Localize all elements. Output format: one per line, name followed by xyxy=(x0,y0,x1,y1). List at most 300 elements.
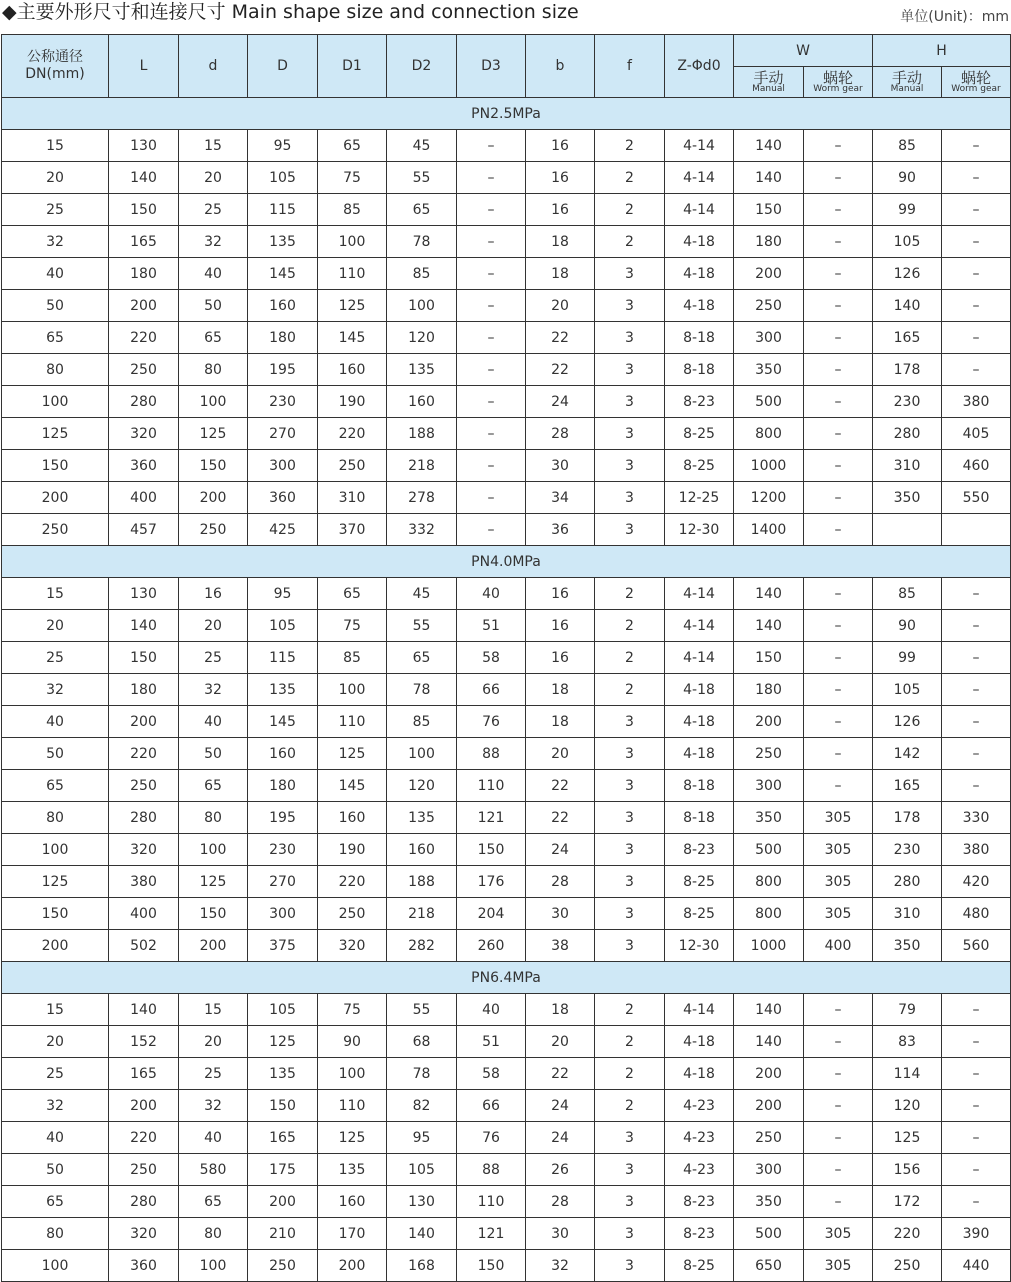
table-cell: 150 xyxy=(2,450,109,482)
table-cell xyxy=(942,514,1011,546)
table-cell: 4-14 xyxy=(665,642,734,674)
table-cell: 125 xyxy=(248,1026,318,1058)
table-cell: – xyxy=(942,578,1011,610)
table-cell: – xyxy=(804,994,873,1026)
table-cell: 405 xyxy=(942,418,1011,450)
table-cell: 4-14 xyxy=(665,162,734,194)
table-cell: 160 xyxy=(387,386,457,418)
header-w-manual xyxy=(734,67,804,98)
table-cell: 16 xyxy=(179,578,248,610)
table-cell: 375 xyxy=(248,930,318,962)
table-cell: 55 xyxy=(387,610,457,642)
table-cell: 100 xyxy=(179,834,248,866)
table-cell: 8-23 xyxy=(665,386,734,418)
table-cell: 150 xyxy=(179,898,248,930)
table-row xyxy=(2,578,1011,610)
table-cell: 3 xyxy=(595,450,665,482)
table-cell: 250 xyxy=(734,1122,804,1154)
table-cell: 800 xyxy=(734,418,804,450)
table-cell: 180 xyxy=(248,322,318,354)
table-cell: 100 xyxy=(318,674,387,706)
table-cell: – xyxy=(457,386,526,418)
table-cell: 2 xyxy=(595,1058,665,1090)
table-cell: 160 xyxy=(318,354,387,386)
table-cell: 121 xyxy=(457,1218,526,1250)
table-cell: 480 xyxy=(942,898,1011,930)
table-cell: 105 xyxy=(248,994,318,1026)
table-cell: 110 xyxy=(457,1186,526,1218)
table-cell: 250 xyxy=(248,1250,318,1282)
table-cell: 125 xyxy=(179,866,248,898)
table-cell: 400 xyxy=(109,898,179,930)
table-cell: 160 xyxy=(318,1186,387,1218)
table-cell: 178 xyxy=(873,802,942,834)
table-cell: 8-25 xyxy=(665,418,734,450)
table-header xyxy=(2,35,1011,98)
table-cell: 250 xyxy=(109,770,179,802)
table-cell: – xyxy=(942,994,1011,1026)
table-cell: – xyxy=(804,578,873,610)
table-cell: 3 xyxy=(595,802,665,834)
table-cell: 188 xyxy=(387,418,457,450)
table-cell: 66 xyxy=(457,1090,526,1122)
table-cell: – xyxy=(804,738,873,770)
table-cell: 152 xyxy=(109,1026,179,1058)
table-cell: 200 xyxy=(109,1090,179,1122)
table-cell: 55 xyxy=(387,994,457,1026)
table-cell: – xyxy=(457,450,526,482)
table-cell: 32 xyxy=(2,674,109,706)
table-cell: 230 xyxy=(873,834,942,866)
table-cell: 8-23 xyxy=(665,834,734,866)
table-cell: 25 xyxy=(2,1058,109,1090)
table-cell: – xyxy=(804,1026,873,1058)
table-cell: 3 xyxy=(595,354,665,386)
table-cell: 220 xyxy=(318,418,387,450)
table-cell: – xyxy=(804,610,873,642)
table-cell: 250 xyxy=(109,1154,179,1186)
table-cell: – xyxy=(942,258,1011,290)
header-w-worm-en: Worm gear xyxy=(813,83,863,94)
table-cell: 100 xyxy=(2,386,109,418)
table-cell: 310 xyxy=(318,482,387,514)
table-cell: 165 xyxy=(248,1122,318,1154)
table-cell: – xyxy=(457,514,526,546)
table-cell: 3 xyxy=(595,1250,665,1282)
table-row xyxy=(2,738,1011,770)
table-cell: 282 xyxy=(387,930,457,962)
table-cell: 320 xyxy=(109,418,179,450)
table-cell: 3 xyxy=(595,898,665,930)
table-cell: – xyxy=(942,1154,1011,1186)
table-cell: 2 xyxy=(595,226,665,258)
header-D: D xyxy=(248,35,318,98)
table-cell: – xyxy=(457,482,526,514)
table-cell: 4-18 xyxy=(665,290,734,322)
table-cell: 8-18 xyxy=(665,770,734,802)
header-D3: D3 xyxy=(457,35,526,98)
table-cell: 100 xyxy=(318,1058,387,1090)
table-cell: 78 xyxy=(387,1058,457,1090)
table-cell: 218 xyxy=(387,450,457,482)
table-cell: 34 xyxy=(526,482,595,514)
table-cell: 500 xyxy=(734,386,804,418)
table-cell: 220 xyxy=(318,866,387,898)
table-cell: 3 xyxy=(595,1122,665,1154)
table-cell: 502 xyxy=(109,930,179,962)
table-cell: – xyxy=(804,290,873,322)
table-cell: 250 xyxy=(109,354,179,386)
table-cell: 22 xyxy=(526,354,595,386)
table-cell: 18 xyxy=(526,674,595,706)
table-cell: 390 xyxy=(942,1218,1011,1250)
table-cell: 178 xyxy=(873,354,942,386)
table-cell: 20 xyxy=(2,610,109,642)
table-row xyxy=(2,802,1011,834)
table-cell: 305 xyxy=(804,866,873,898)
table-cell: – xyxy=(804,386,873,418)
header-D2: D2 xyxy=(387,35,457,98)
table-cell: 100 xyxy=(179,1250,248,1282)
table-cell: 51 xyxy=(457,610,526,642)
table-cell: 24 xyxy=(526,386,595,418)
table-cell: 65 xyxy=(2,770,109,802)
table-cell: 25 xyxy=(2,642,109,674)
header-f: f xyxy=(595,35,665,98)
table-cell: 320 xyxy=(109,1218,179,1250)
table-cell: 150 xyxy=(457,834,526,866)
header-L: L xyxy=(109,35,179,98)
table-cell: 28 xyxy=(526,418,595,450)
table-row xyxy=(2,1026,1011,1058)
table-cell: 195 xyxy=(248,802,318,834)
table-cell: 175 xyxy=(248,1154,318,1186)
table-cell: 65 xyxy=(318,130,387,162)
table-cell: 40 xyxy=(179,706,248,738)
table-cell: – xyxy=(942,130,1011,162)
table-cell: 32 xyxy=(179,1090,248,1122)
table-cell: 58 xyxy=(457,642,526,674)
table-cell: – xyxy=(804,770,873,802)
table-cell: 142 xyxy=(873,738,942,770)
table-cell: 4-18 xyxy=(665,1026,734,1058)
table-cell: 15 xyxy=(2,578,109,610)
table-cell: 32 xyxy=(179,226,248,258)
table-cell: 8-18 xyxy=(665,802,734,834)
table-cell: 95 xyxy=(387,1122,457,1154)
table-cell: 16 xyxy=(526,578,595,610)
table-cell: 250 xyxy=(318,898,387,930)
table-cell: 150 xyxy=(457,1250,526,1282)
table-cell: – xyxy=(942,194,1011,226)
table-cell: 310 xyxy=(873,450,942,482)
table-cell: 1400 xyxy=(734,514,804,546)
table-cell: 200 xyxy=(179,482,248,514)
table-cell: 3 xyxy=(595,706,665,738)
table-cell: 20 xyxy=(526,1026,595,1058)
table-cell: 3 xyxy=(595,482,665,514)
table-cell: 40 xyxy=(457,994,526,1026)
table-cell: 3 xyxy=(595,258,665,290)
table-cell: 120 xyxy=(387,322,457,354)
table-cell: – xyxy=(457,194,526,226)
table-cell: 135 xyxy=(248,674,318,706)
table-cell: 220 xyxy=(109,738,179,770)
table-cell: 145 xyxy=(248,258,318,290)
table-cell: 8-23 xyxy=(665,1218,734,1250)
table-cell: 15 xyxy=(179,130,248,162)
table-cell: 85 xyxy=(387,258,457,290)
header-h-worm-en: Worm gear xyxy=(951,83,1001,94)
table-cell: 22 xyxy=(526,770,595,802)
table-cell: 79 xyxy=(873,994,942,1026)
table-cell: 160 xyxy=(318,802,387,834)
unit-label: 单位(Unit)：mm xyxy=(900,9,1009,25)
table-cell: 76 xyxy=(457,1122,526,1154)
section-title: PN4.0MPa xyxy=(2,546,1011,578)
table-cell: 230 xyxy=(248,834,318,866)
table-row xyxy=(2,1186,1011,1218)
table-cell: 140 xyxy=(734,578,804,610)
table-cell: 400 xyxy=(109,482,179,514)
header-dn-en: DN(mm) xyxy=(25,66,85,82)
table-cell: 200 xyxy=(734,258,804,290)
table-cell: 1000 xyxy=(734,930,804,962)
table-cell: 180 xyxy=(734,674,804,706)
table-cell: 130 xyxy=(109,130,179,162)
table-cell: – xyxy=(804,258,873,290)
table-cell: 250 xyxy=(873,1250,942,1282)
table-cell: 28 xyxy=(526,866,595,898)
table-cell: 140 xyxy=(734,1026,804,1058)
table-cell: 12-25 xyxy=(665,482,734,514)
table-cell: 115 xyxy=(248,642,318,674)
table-cell: 15 xyxy=(2,994,109,1026)
table-row xyxy=(2,1058,1011,1090)
table-cell: 126 xyxy=(873,706,942,738)
table-cell: 110 xyxy=(457,770,526,802)
table-cell: – xyxy=(457,322,526,354)
table-cell: 50 xyxy=(2,738,109,770)
table-cell: 66 xyxy=(457,674,526,706)
table-cell: 180 xyxy=(109,674,179,706)
table-cell: 250 xyxy=(734,290,804,322)
table-cell: – xyxy=(457,290,526,322)
table-cell: 85 xyxy=(873,578,942,610)
table-cell: 120 xyxy=(873,1090,942,1122)
table-cell: – xyxy=(942,226,1011,258)
table-cell: 20 xyxy=(179,610,248,642)
table-cell: 30 xyxy=(526,450,595,482)
table-cell: 135 xyxy=(248,226,318,258)
table-cell: 8-25 xyxy=(665,866,734,898)
table-cell: 176 xyxy=(457,866,526,898)
table-row xyxy=(2,450,1011,482)
table-cell: 280 xyxy=(873,418,942,450)
table-cell: – xyxy=(942,1090,1011,1122)
table-cell: 58 xyxy=(457,1058,526,1090)
table-cell: – xyxy=(942,1122,1011,1154)
header-w-manual-en: Manual xyxy=(752,83,785,94)
table-row xyxy=(2,290,1011,322)
table-cell: 15 xyxy=(2,130,109,162)
header-W: W xyxy=(734,35,873,67)
table-cell: 135 xyxy=(387,802,457,834)
header-d: d xyxy=(179,35,248,98)
section-row xyxy=(2,546,1011,578)
table-cell: – xyxy=(804,706,873,738)
table-cell: 280 xyxy=(873,866,942,898)
table-cell: 310 xyxy=(873,898,942,930)
table-cell: 305 xyxy=(804,1218,873,1250)
table-row xyxy=(2,162,1011,194)
table-cell: – xyxy=(457,354,526,386)
table-cell: 16 xyxy=(526,610,595,642)
table-cell: 16 xyxy=(526,130,595,162)
table-cell: 105 xyxy=(248,610,318,642)
table-cell: 20 xyxy=(2,1026,109,1058)
table-cell: 88 xyxy=(457,738,526,770)
table-cell: 280 xyxy=(109,386,179,418)
table-cell: – xyxy=(942,1058,1011,1090)
table-cell: 380 xyxy=(942,834,1011,866)
table-cell: 125 xyxy=(2,418,109,450)
table-cell: 168 xyxy=(387,1250,457,1282)
table-cell: 140 xyxy=(109,162,179,194)
table-cell: 105 xyxy=(387,1154,457,1186)
table-cell: – xyxy=(942,162,1011,194)
table-cell: 22 xyxy=(526,802,595,834)
header-dn-cn: 公称通径 xyxy=(27,49,83,65)
table-cell: 24 xyxy=(526,1122,595,1154)
table-cell: – xyxy=(804,482,873,514)
table-cell: 100 xyxy=(387,738,457,770)
table-cell: 100 xyxy=(2,834,109,866)
page-heading: ◆主要外形尺寸和连接尺寸 Main shape size and connection size xyxy=(2,1,579,23)
table-row xyxy=(2,898,1011,930)
table-cell: 305 xyxy=(804,898,873,930)
table-cell: 80 xyxy=(2,1218,109,1250)
table-cell: 12-30 xyxy=(665,514,734,546)
table-cell: 200 xyxy=(179,930,248,962)
table-cell: 350 xyxy=(873,482,942,514)
table-cell: 51 xyxy=(457,1026,526,1058)
table-cell: 65 xyxy=(179,770,248,802)
table-cell: 3 xyxy=(595,738,665,770)
table-body xyxy=(2,98,1011,1282)
table-row xyxy=(2,514,1011,546)
table-cell: – xyxy=(804,1090,873,1122)
table-cell: 4-18 xyxy=(665,738,734,770)
table-cell: 22 xyxy=(526,322,595,354)
table-cell: 165 xyxy=(873,322,942,354)
table-cell: 350 xyxy=(734,1186,804,1218)
header-b: b xyxy=(526,35,595,98)
table-row xyxy=(2,482,1011,514)
table-row xyxy=(2,130,1011,162)
table-cell: 2 xyxy=(595,578,665,610)
table-cell: 88 xyxy=(457,1154,526,1186)
table-cell: 140 xyxy=(734,162,804,194)
table-cell: 32 xyxy=(2,1090,109,1122)
table-cell: 20 xyxy=(179,1026,248,1058)
table-cell: 305 xyxy=(804,1250,873,1282)
header-h-worm xyxy=(942,67,1011,98)
table-cell: 300 xyxy=(248,450,318,482)
table-cell: 140 xyxy=(873,290,942,322)
table-cell: 18 xyxy=(526,226,595,258)
table-cell xyxy=(873,514,942,546)
table-cell: 156 xyxy=(873,1154,942,1186)
table-cell: 300 xyxy=(734,322,804,354)
table-cell: 125 xyxy=(318,290,387,322)
table-cell: 330 xyxy=(942,802,1011,834)
table-cell: 82 xyxy=(387,1090,457,1122)
table-cell: – xyxy=(804,1186,873,1218)
table-cell: 200 xyxy=(248,1186,318,1218)
table-cell: 65 xyxy=(2,322,109,354)
table-cell: 80 xyxy=(179,802,248,834)
table-cell: 125 xyxy=(318,738,387,770)
table-cell: – xyxy=(804,674,873,706)
table-cell: 360 xyxy=(109,1250,179,1282)
table-cell: 65 xyxy=(387,194,457,226)
table-cell: 90 xyxy=(873,162,942,194)
table-cell: 78 xyxy=(387,226,457,258)
table-cell: 78 xyxy=(387,674,457,706)
table-cell: 30 xyxy=(526,898,595,930)
table-cell: 200 xyxy=(109,706,179,738)
table-row xyxy=(2,866,1011,898)
table-cell: 55 xyxy=(387,162,457,194)
table-cell: – xyxy=(804,354,873,386)
table-row xyxy=(2,226,1011,258)
table-cell: 332 xyxy=(387,514,457,546)
table-cell: 150 xyxy=(248,1090,318,1122)
table-cell: 320 xyxy=(318,930,387,962)
table-cell: 125 xyxy=(318,1122,387,1154)
table-cell: 150 xyxy=(109,642,179,674)
table-cell: 65 xyxy=(2,1186,109,1218)
table-cell: 380 xyxy=(942,386,1011,418)
table-cell: 16 xyxy=(526,194,595,226)
table-cell: 800 xyxy=(734,866,804,898)
table-cell: 218 xyxy=(387,898,457,930)
table-row xyxy=(2,610,1011,642)
table-row xyxy=(2,642,1011,674)
table-cell: 250 xyxy=(2,514,109,546)
table-row xyxy=(2,194,1011,226)
table-cell: 32 xyxy=(526,1250,595,1282)
table-cell: 16 xyxy=(526,642,595,674)
table-cell: 230 xyxy=(248,386,318,418)
table-cell: 65 xyxy=(318,578,387,610)
header-H: H xyxy=(873,35,1011,67)
table-cell: 65 xyxy=(179,1186,248,1218)
table-cell: 4-18 xyxy=(665,674,734,706)
table-cell: 50 xyxy=(2,1154,109,1186)
table-cell: – xyxy=(804,130,873,162)
table-cell: – xyxy=(804,1154,873,1186)
table-cell: 80 xyxy=(2,802,109,834)
table-cell: 457 xyxy=(109,514,179,546)
table-cell: 170 xyxy=(318,1218,387,1250)
table-cell: 280 xyxy=(109,802,179,834)
table-cell: 4-14 xyxy=(665,578,734,610)
table-cell: 4-18 xyxy=(665,258,734,290)
table-cell: 76 xyxy=(457,706,526,738)
table-cell: 305 xyxy=(804,802,873,834)
